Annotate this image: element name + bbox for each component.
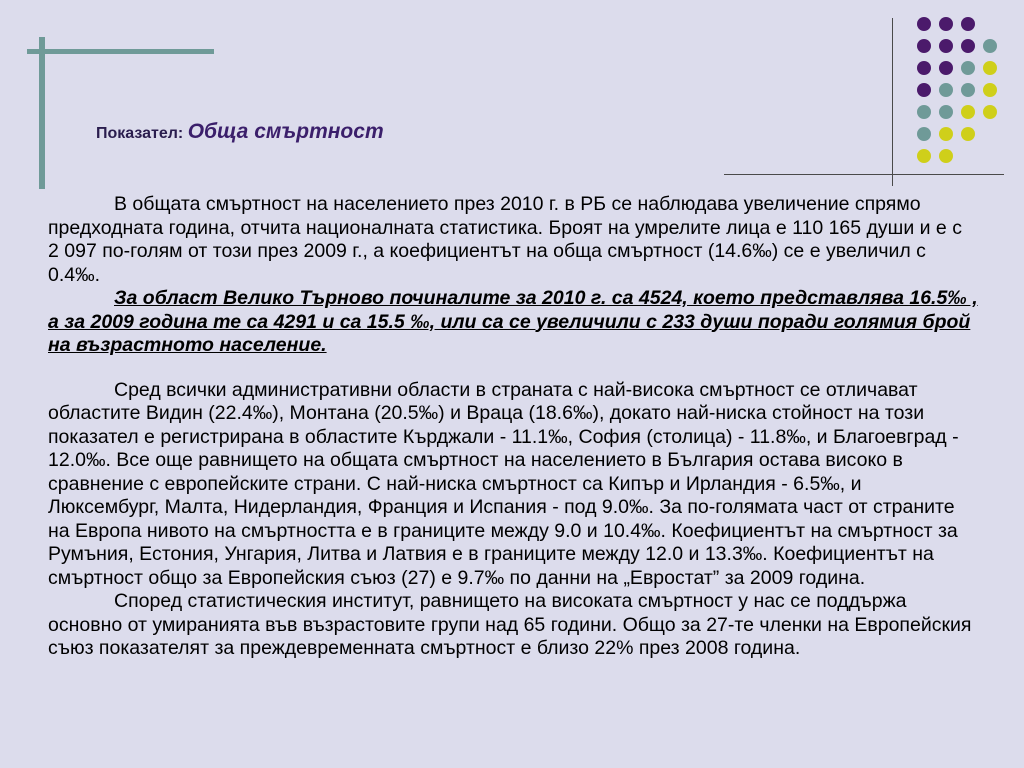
slide-body bbox=[48, 193, 978, 661]
decor-dot bbox=[961, 39, 975, 53]
decor-dot bbox=[939, 83, 953, 97]
decor-dot bbox=[961, 17, 975, 31]
decor-dot bbox=[939, 17, 953, 31]
decor-dot bbox=[983, 39, 997, 53]
paragraph-regions: Сред всички административни области в страната с най-висока смъртност се отличават областите Видин (22.4‰), Монтана (20.5‰) и Враца (18.6‰), докато най-ниска стойност на този показател е регистрирана в областите Кърджали - 11.1‰, София (столица) - 11.8‰, и Благоевград - 12.0‰. Все още равнището на общата смъртност на населението в България остава високо в сравнение с европейските страни. С най-ниска смъртност са Кипър и Ирландия - 6.5‰, и Люксембург, Малта, Нидерландия, Франция и Испания - под 9.0‰. За по-голямата част от страните на Европа нивото на смъртността е в границите между 9.0 и 10.4‰. Коефициентът на смъртност за Румъния, Естония, Унгария, Литва и Латвия е в границите между 12.0 и 13.3‰. Коефициентът на смъртност общо за Европейския съюз (27) е 9.7‰ по данни на „Евростат” за 2009 година. bbox=[48, 378, 959, 589]
decor-dot bbox=[983, 61, 997, 75]
title-label: Показател: bbox=[96, 125, 184, 142]
decor-dot bbox=[983, 83, 997, 97]
decor-vertical-line bbox=[892, 18, 893, 186]
paragraph-statistics-institute: Според статистическия институт, равнището на високата смъртност у нас се поддържа основно от умиранията във възрастовите групи над 65 години. Общо за 27-те членки на Европейския съюз показателят за преждевременната смъртност е близо 22% през 2008 година. bbox=[48, 590, 972, 659]
decor-dot bbox=[939, 127, 953, 141]
decor-dot bbox=[917, 39, 931, 53]
decor-dot bbox=[983, 105, 997, 119]
paragraph-intro: В общата смъртност на населението през 2010 г. в РБ се наблюдава увеличение спрямо предходната година, отчита националната статистика. Броят на умрелите лица е 110 165 души и е с 2 097 по-голям от този през 2009 г., а коефициентът на обща смъртност (14.6‰) се е увеличил с 0.4‰. bbox=[48, 193, 962, 286]
decor-dot bbox=[917, 149, 931, 163]
decor-horizontal-bar bbox=[27, 49, 214, 54]
decor-dot bbox=[961, 83, 975, 97]
decor-dot bbox=[939, 149, 953, 163]
decor-dot bbox=[961, 61, 975, 75]
decor-horizontal-line bbox=[724, 174, 1004, 175]
title-value: Обща смъртност bbox=[187, 120, 384, 143]
decor-dot bbox=[939, 105, 953, 119]
decor-dot bbox=[917, 105, 931, 119]
decor-dot bbox=[917, 83, 931, 97]
decor-vertical-bar bbox=[39, 37, 45, 189]
decor-dot bbox=[961, 105, 975, 119]
paragraph-veliko-tarnovo: За област Велико Търново починалите за 2010 г. са 4524, което представлява 16.5‰ , а за 2009 година те са 4291 и са 15.5 ‰, или са се увеличили с 233 души поради голямия брой на възрастното население. bbox=[48, 287, 978, 356]
decor-dot bbox=[939, 61, 953, 75]
slide-title bbox=[96, 120, 384, 144]
decor-dot bbox=[917, 127, 931, 141]
decor-dot bbox=[917, 17, 931, 31]
decor-dot bbox=[939, 39, 953, 53]
decor-dot bbox=[917, 61, 931, 75]
decor-dot bbox=[961, 127, 975, 141]
